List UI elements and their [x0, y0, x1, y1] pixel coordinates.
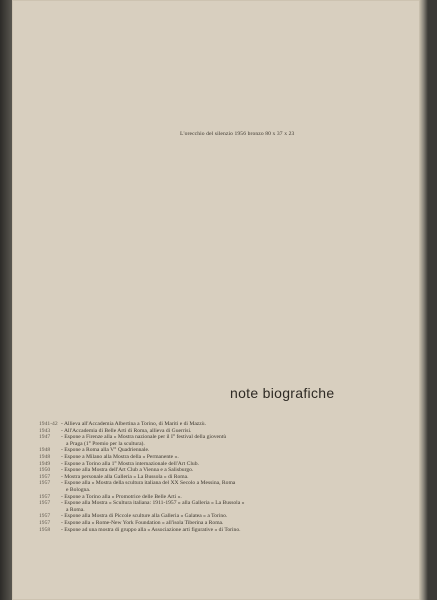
entry-year: 1957: [39, 473, 51, 480]
entry-text: - Espone alla Mostra dell'Art Club a Vienna e a Salisburgo.: [61, 467, 194, 474]
biography-entry: [39, 487, 424, 494]
entry-text: - Espone alla « Rome-New York Foundation » all'isola Tiberina a Roma.: [61, 519, 224, 526]
entry-year: [39, 441, 61, 448]
entry-year: 1943: [39, 427, 51, 434]
catalogue-page: [12, 0, 428, 600]
entry-text: - Espone a Torino alla « Promotrice delle Belle Arti ».: [61, 493, 182, 500]
entry-year: 1957: [39, 480, 51, 487]
biography-entry: [39, 527, 424, 534]
biography-entry: [39, 461, 424, 468]
entry-year: 1957: [39, 500, 51, 507]
biography-entry: [39, 421, 424, 428]
entry-year: 1947: [39, 434, 51, 441]
entry-text: - Espone a Torino alla 1° Mostra internazionale dell'Art Club.: [61, 460, 199, 467]
section-heading: note biografiche: [230, 385, 335, 401]
entry-text: a Roma.: [66, 506, 85, 513]
left-page-edge: [0, 0, 12, 600]
biography-entry: [39, 434, 424, 441]
entry-text: - All'Accademia di Belle Arti di Roma, allieva di Guerrisi.: [61, 427, 192, 434]
entry-text: - Espone alla Mostra di Piccole sculture alla Galleria « Galatea » a Torino.: [61, 513, 228, 520]
entry-text: e Bologna.: [66, 486, 91, 493]
biography-entry: [39, 467, 424, 474]
entry-year: 1957: [39, 513, 51, 520]
biography-entry: [39, 507, 424, 514]
entry-year: [39, 507, 61, 514]
entry-year: 1957: [39, 493, 51, 500]
biography-entry: [39, 520, 424, 527]
biography-entry: [39, 480, 424, 487]
entry-text: - Espone alla « Mostra della scultura italiana del XX Secolo a Messina, Roma: [61, 480, 236, 487]
biography-entry: [39, 474, 424, 481]
entry-year: 1957: [39, 519, 51, 526]
biography-entry: [39, 447, 424, 454]
biography-entry: [39, 513, 424, 520]
entry-year: 1941-42: [39, 421, 58, 427]
artwork-caption: L'orecchio del silenzio 1956 bronzo 80 x 37 x 23: [180, 131, 295, 137]
biography-entry: [39, 454, 424, 461]
entry-year: 1958: [39, 526, 51, 533]
entry-text: - Espone ad una mostra di gruppo alla « Associazione arti figurative » di Torino.: [61, 526, 241, 533]
entry-year: 1948: [39, 453, 51, 460]
entry-text: - Espone alla Mostra « Scultura italiana: 1911-1957 » alla Galleria « La Bussola »: [61, 500, 245, 507]
entry-text: a Praga (1° Premio per la scultura).: [66, 440, 145, 447]
entry-year: [39, 487, 61, 494]
entry-text: - Espone a Roma alla V° Quadriennale.: [61, 447, 150, 454]
biography-entry: [39, 494, 424, 501]
biography-entry: [39, 500, 424, 507]
entry-text: - Espone a Milano alla Mostra della « Permanente ».: [61, 453, 179, 460]
biography-list: [39, 421, 424, 533]
entry-year: 1948: [39, 447, 51, 454]
entry-text: - Allieva all'Accademia Albertina a Torino, di Mariti e di Mazzù.: [61, 421, 206, 427]
entry-year: 1950: [39, 467, 51, 474]
entry-year: 1949: [39, 460, 51, 467]
entry-text: - Espone a Firenze alla « Mostra nazionale per il I° festival della gioventù: [61, 434, 227, 441]
entry-text: - Mostra personale alla Galleria « La Bussola » di Roma.: [61, 473, 189, 480]
